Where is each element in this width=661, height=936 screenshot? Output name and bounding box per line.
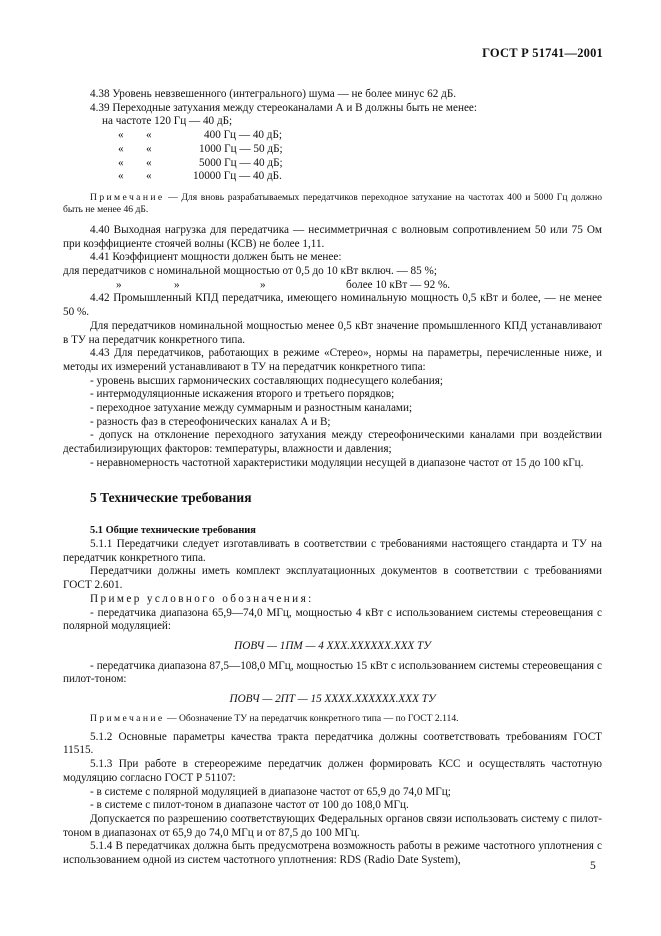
clause-4-42: 4.42 Промышленный КПД передатчика, имеющего номинальную мощность 0,5 кВт и более, — не менее 50 %.: [63, 292, 602, 319]
ditto-mark: »: [260, 278, 266, 291]
clause-5-1-4: 5.1.4 В передатчиках должна быть предусмотрена возможность работы в режиме частотного уплотнения с использованием одной из систем частотного уплотнения: RDS (Radio Date System),: [63, 840, 602, 867]
ditto-value: 5000 Гц — 40 дБ;: [199, 156, 283, 169]
formula-1: ПОВЧ — 1ПМ — 4 ХХХ.ХХХХХХ.ХХХ ТУ: [234, 639, 431, 652]
standard-header: ГОСТ Р 51741—2001: [482, 46, 603, 60]
ditto-value: 400 Гц — 40 дБ;: [204, 129, 283, 142]
note-label: Примечание: [90, 712, 165, 724]
note-label: Примечание: [90, 191, 165, 203]
clause-5-1-3: 5.1.3 При работе в стереорежиме передатчик должен формировать КСС и осуществлять частотную модуляцию согласно ГОСТ Р 51107:: [63, 758, 602, 784]
ditto-value: 10000 Гц — 40 дБ.: [193, 170, 282, 183]
ditto-mark: »: [174, 278, 180, 291]
clause-5-1-1: 5.1.1 Передатчики следует изготавливать в соответствии с требованиями настоящего стандарта и ТУ на передатчик конкретного типа.: [63, 537, 602, 564]
page-number: 5: [590, 860, 596, 872]
note-text: — Обозначение ТУ на передатчик конкретного типа — по ГОСТ 2.114.: [164, 712, 459, 724]
clause-4-43: 4.43 Для передатчиков, работающих в режиме «Стерео», нормы на параметры, перечисленные ниже, и методы их измерений устанавливают в ТУ на передатчик конкретного типа:: [63, 347, 602, 373]
list-item: - в системе с пилот-тоном в диапазоне частот от 100 до 108,0 МГц.: [90, 799, 409, 812]
ditto-row: [63, 129, 602, 143]
note-1: [63, 192, 602, 216]
clause-4-42-b: Для передатчиков номинальной мощностью менее 0,5 кВт значение промышленного КПД устанавливают в ТУ на передатчик конкретного типа.: [63, 319, 602, 346]
subsection-5-1-title: 5.1 Общие технические требования: [90, 525, 256, 537]
list-item: - в системе с полярной модуляцией в диапазоне частот от 65,9 до 74,0 МГц;: [90, 785, 451, 798]
clause-4-41-line1: для передатчиков с номинальной мощностью от 0,5 до 10 кВт включ. — 85 %;: [63, 265, 437, 278]
note-2: [63, 713, 602, 725]
list-item: - переходное затухание между суммарным и разностным каналами;: [90, 402, 413, 415]
ditto-value: более 10 кВт — 92 %.: [346, 278, 451, 291]
clause-5-1-3-c: Допускается по разрешению соответствующих Федеральных органов связи использовать систему с пилот-тоном в диапазонах от 65,9 до 74,0 МГц и от 87,5 до 100 МГц.: [63, 812, 602, 839]
example-1: - передатчика диапазона 65,9—74,0 МГц, мощностью 4 кВт с использованием системы стереовещания с полярной модуляцией:: [63, 606, 602, 633]
page-content: [63, 88, 602, 868]
list-item: - уровень высших гармонических составляющих поднесущего колебания;: [90, 374, 444, 387]
list-item: - допуск на отклонение переходного затухания между стереофоническими каналами при воздействии дестабилизирующих факторов: температуры, влажности и давления;: [63, 429, 602, 456]
ditto-mark: »: [116, 278, 122, 291]
ditto-mark: «: [146, 129, 152, 142]
clause-5-1-1-b: Передатчики должны иметь комплект эксплуатационных документов в соответствии с требованиями ГОСТ 2.601.: [63, 565, 602, 592]
ditto-mark: «: [146, 170, 152, 183]
clause-4-39: 4.39 Переходные затухания между стереоканалами А и В должны быть не менее:: [90, 101, 477, 114]
ditto-mark: «: [118, 129, 124, 142]
ditto-value: 1000 Гц — 50 дБ;: [199, 142, 283, 155]
clause-4-41: 4.41 Коэффициент мощности должен быть не менее:: [90, 251, 342, 264]
list-item: - разность фаз в стереофонических каналах А и В;: [90, 415, 331, 428]
ditto-row: [63, 157, 602, 171]
example-label: Пример условного обозначения:: [90, 592, 314, 605]
ditto-row: [63, 143, 602, 157]
ditto-mark: «: [118, 156, 124, 169]
note-text: — Для вновь разрабатываемых передатчиков переходное затухание на частотах 400 и 5000 Гц должно быть не менее 46 дБ.: [63, 191, 602, 215]
clause-4-38: 4.38 Уровень невзвешенного (интегрального) шума — не более минус 62 дБ.: [90, 88, 457, 100]
ditto-mark: «: [118, 170, 124, 183]
section-5-title: 5 Технические требования: [90, 489, 252, 505]
list-item: - неравномерность частотной характеристики модуляции несущей в диапазоне частот от 15 до 100 кГц.: [90, 456, 584, 469]
list-item: - интермодуляционные искажения второго и третьего порядков;: [90, 388, 395, 401]
ditto-mark: «: [146, 142, 152, 155]
ditto-mark: «: [118, 142, 124, 155]
ditto-mark: «: [146, 156, 152, 169]
formula-2: ПОВЧ — 2ПТ — 15 ХХХХ.ХХХХХХ.ХХХ ТУ: [229, 693, 436, 706]
clause-4-39-first: на частоте 120 Гц — 40 дБ;: [102, 115, 233, 128]
clause-5-1-2: 5.1.2 Основные параметры качества тракта передатчика должны соответствовать требованиям ГОСТ 11515.: [63, 730, 602, 757]
ditto-row: [63, 170, 602, 184]
example-2: - передатчика диапазона 87,5—108,0 МГц, мощностью 15 кВт с использованием системы стереовещания с пилот-тоном:: [63, 659, 602, 686]
clause-4-40: 4.40 Выходная нагрузка для передатчика — несимметричная с волновым сопротивлением 50 или 75 Ом при коэффициенте стоячей волны (КСВ) не более 1,11.: [63, 223, 602, 250]
clause-4-41-line2: [63, 279, 602, 293]
